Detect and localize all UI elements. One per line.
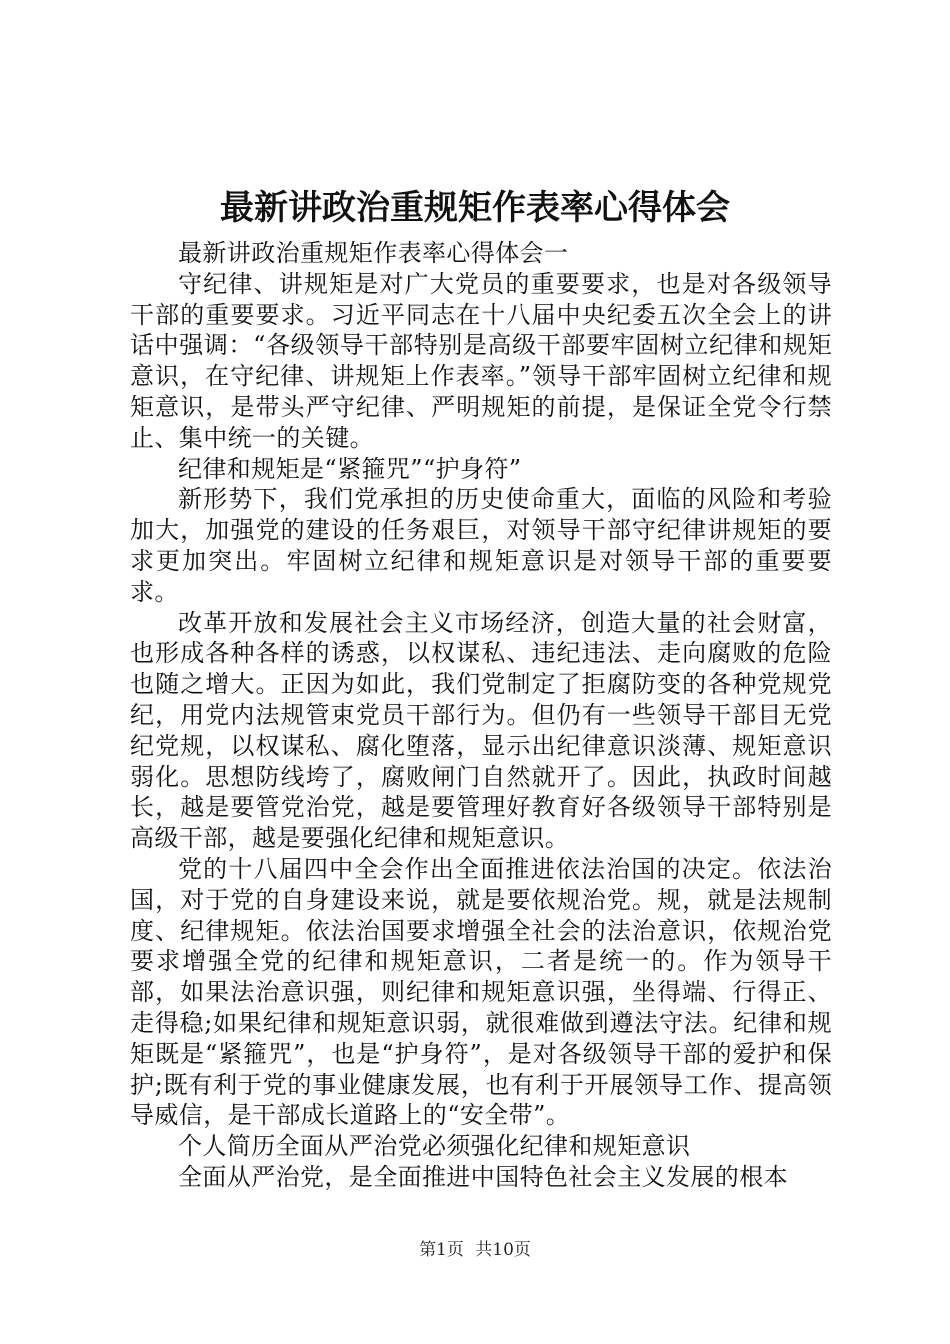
page-number: 第1页 xyxy=(419,1240,464,1260)
paragraph: 纪律和规矩是“紧箍咒”“护身符” xyxy=(178,454,522,483)
paragraph: 最新讲政治重规矩作表率心得体会一 xyxy=(178,239,569,267)
document-body xyxy=(130,238,832,1193)
page-total: 共10页 xyxy=(475,1240,531,1260)
paragraph: 党的十八届四中全会作出全面推进依法治国的决定。依法治国，对于党的自身建设来说，就是要依规治党。规，就是法规制度、纪律规矩。依法治国要求增强全社会的法治意识，依规治党要求增强全党的纪律和规矩意识，二者是统一的。作为领导干部，如果法治意识强，则纪律和规矩意识强，坐得端、行得正、走得稳;如果纪律和规矩意识弱，就很难做到遵法守法。纪律和规矩既是“紧箍咒”，也是“护身符”，是对各级领导干部的爱护和保护;既有利于党的事业健康发展，也有利于开展领导工作、提高领导威信，是干部成长道路上的“安全带”。 xyxy=(130,854,832,1130)
page-footer xyxy=(0,1238,950,1262)
paragraph: 个人简历全面从严治党必须强化纪律和规矩意识 xyxy=(178,1132,691,1161)
paragraph: 守纪律、讲规矩是对广大党员的重要要求，也是对各级领导干部的重要要求。习近平同志在十八届中央纪委五次全会上的讲话中强调：“各级领导干部特别是高级干部要牢固树立纪律和规矩意识，在守纪律、讲规矩上作表率。”领导干部牢固树立纪律和规矩意识，是带头严守纪律、严明规矩的前提，是保证全党令行禁止、集中统一的关键。 xyxy=(130,269,832,452)
paragraph: 全面从严治党，是全面推进中国特色社会主义发展的根本 xyxy=(178,1162,788,1191)
document-title: 最新讲政治重规矩作表率心得体会 xyxy=(220,188,730,228)
paragraph: 改革开放和发展社会主义市场经济，创造大量的社会财富，也形成各种各样的诱惑，以权谋私、违纪违法、走向腐败的危险也随之增大。正因为如此，我们党制定了拒腐防变的各种党规党纪，用党内法规管束党员干部行为。但仍有一些领导干部目无党纪党规，以权谋私、腐化堕落，显示出纪律意识淡薄、规矩意识弱化。思想防线垮了，腐败闸门自然就开了。因此，执政时间越长，越是要管党治党，越是要管理好教育好各级领导干部特别是高级干部，越是要强化纪律和规矩意识。 xyxy=(130,608,832,853)
paragraph: 新形势下，我们党承担的历史使命重大，面临的风险和考验加大，加强党的建设的任务艰巨，对领导干部守纪律讲规矩的要求更加突出。牢固树立纪律和规矩意识是对领导干部的重要要求。 xyxy=(130,485,832,606)
